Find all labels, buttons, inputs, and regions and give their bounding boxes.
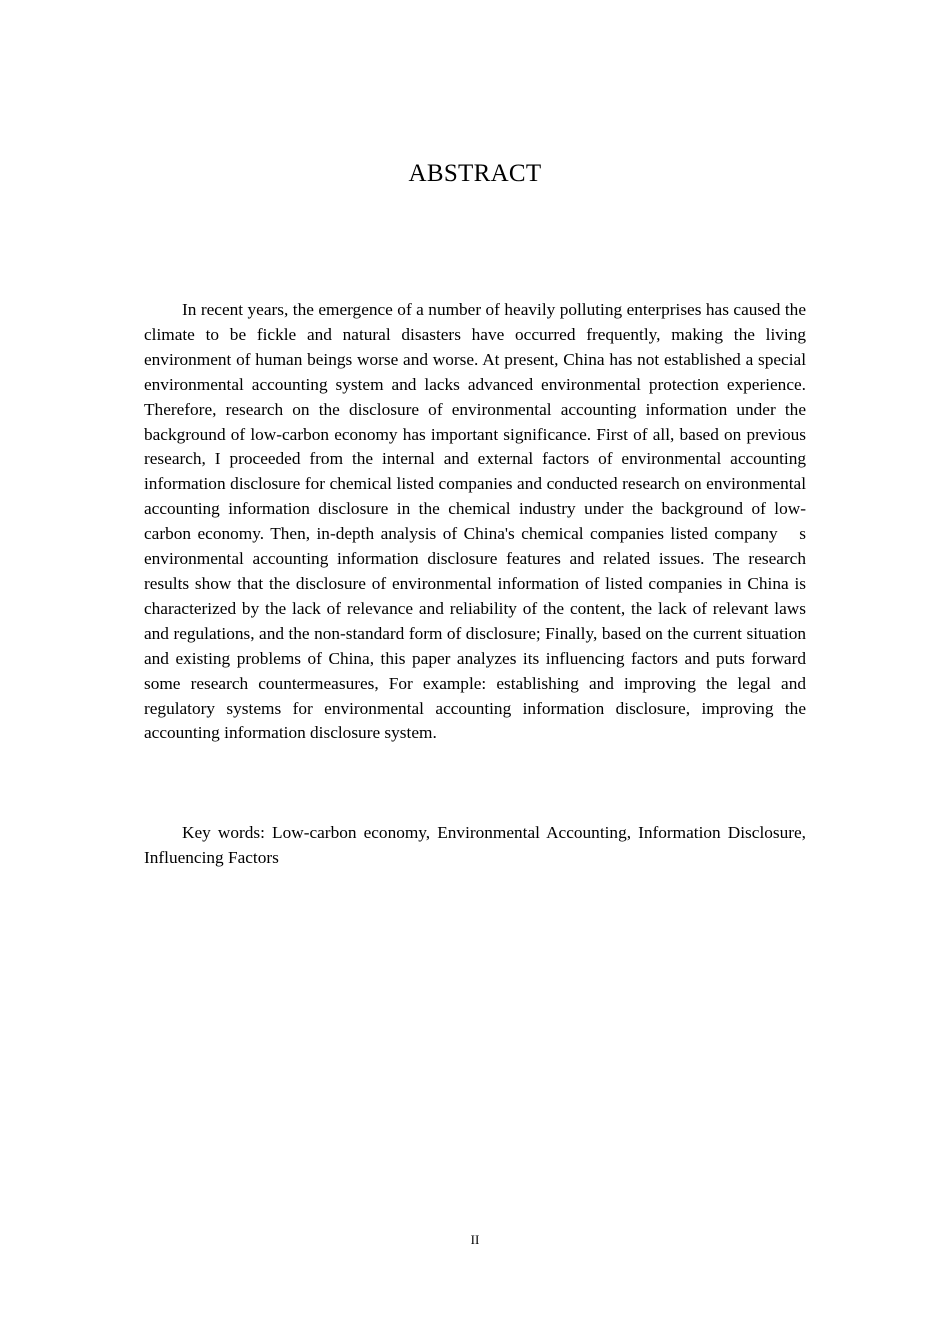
keywords-paragraph: Key words: Low-carbon economy, Environmental Accounting, Information Disclosure, Influencing Factors [144,823,806,867]
page-title: ABSTRACT [408,160,542,187]
page-number: II [470,1232,480,1247]
abstract-paragraph: In recent years, the emergence of a number of heavily polluting enterprises has caused the climate to be fickle and natural disasters have occurred frequently, making the living environment of human beings worse and worse. At present, China has not established a special environmental accounting system and lacks advanced environmental protection experience. Therefore, research on the disclosure of environmental accounting information under the background of low-carbon economy has important significance. First of all, based on previous research, I proceeded from the internal and external factors of environmental accounting information disclosure for chemical listed companies and conducted research on environmental accounting information disclosure in the chemical industry under the background of low-carbon economy. Then, in-depth analysis of China's chemical companies listed company s environmental accounting information disclosure features and related issues. The research results show that the disclosure of environmental information of listed companies in China is characterized by the lack of relevance and reliability of the content, the lack of relevant laws and regulations, and the non-standard form of disclosure; Finally, based on the current situation and existing problems of China, this paper analyzes its influencing factors and puts forward some research countermeasures, For example: establishing and improving the legal and regulatory systems for environmental accounting information disclosure, improving the accounting information disclosure system. [144,300,806,743]
